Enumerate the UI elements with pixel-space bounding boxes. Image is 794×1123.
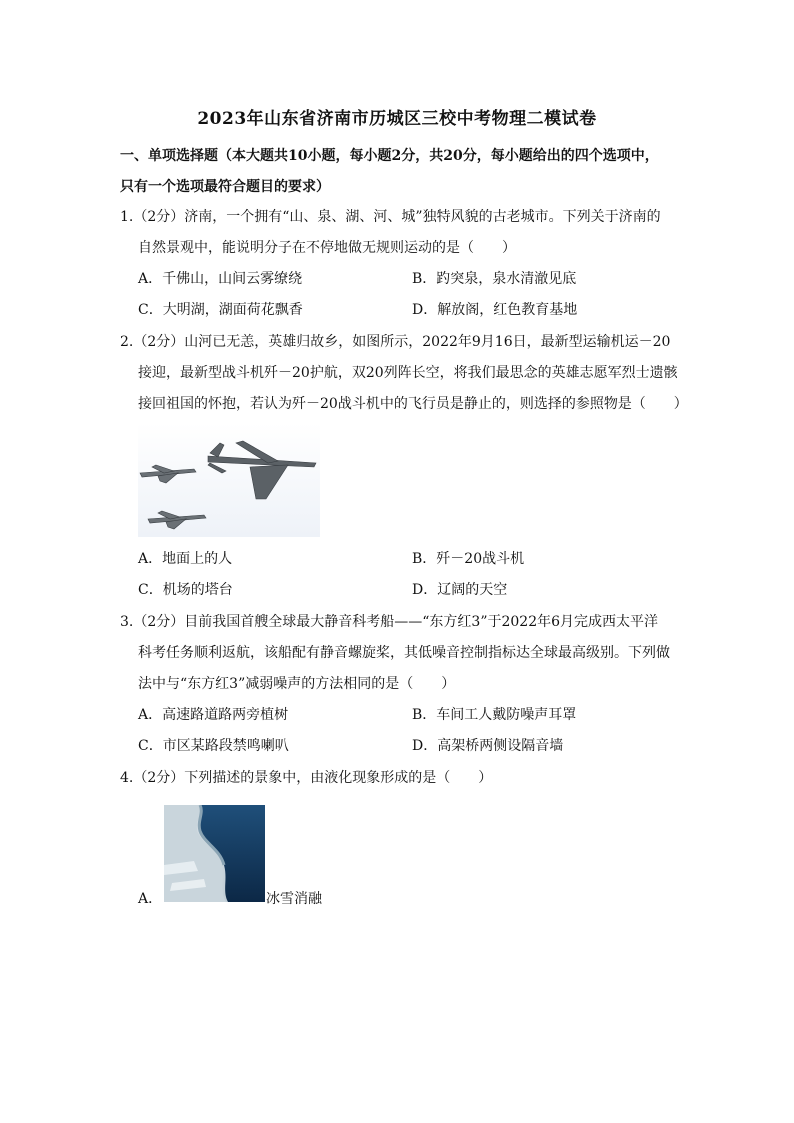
q2-text-line1: 2.（2分）山河已无恙，英雄归故乡，如图所示，2022年9月16日，最新型运输机运－20 (120, 334, 671, 350)
q3-option-b[interactable]: B．车间工人戴防噪声耳罩 (412, 707, 577, 723)
fighter-jet-icon (140, 465, 196, 483)
q1-option-b[interactable]: B．趵突泉，泉水清澈见底 (412, 271, 577, 287)
q3-text-line3: 法中与“东方红3”减弱噪声的方法相同的是（ ） (138, 676, 456, 692)
melting-ice-image[interactable] (164, 805, 265, 902)
q3-text-line1: 3.（2分）目前我国首艘全球最大静音科考船——“东方红3”于2022年6月完成西太平洋 (120, 614, 659, 630)
section-header-line2: 只有一个选项最符合题目的要求） (120, 179, 330, 195)
jets-formation-image (138, 423, 320, 537)
q4-option-a-prefix[interactable]: A． (138, 891, 163, 907)
q4-text-line1: 4.（2分）下列描述的景象中，由液化现象形成的是（ ） (120, 770, 493, 786)
q1-option-d[interactable]: D．解放阁，红色教育基地 (412, 302, 578, 318)
section-header-line1: 一、单项选择题（本大题共10小题，每小题2分，共20分，每小题给出的四个选项中， (120, 148, 659, 164)
q2-text-line2: 接迎，最新型战斗机歼－20护航，双20列阵长空，将我们最思念的英雄志愿军烈士遗骸 (138, 365, 678, 381)
q3-option-a[interactable]: A．高速路道路两旁植树 (138, 707, 289, 723)
q2-option-d[interactable]: D．辽阔的天空 (412, 582, 508, 598)
q3-option-c[interactable]: C．市区某路段禁鸣喇叭 (138, 738, 289, 754)
fighter-jet-icon (148, 511, 206, 529)
q2-option-c[interactable]: C．机场的塔台 (138, 582, 233, 598)
q1-text-line1: 1.（2分）济南，一个拥有“山、泉、湖、河、城”独特风貌的古老城市。下列关于济南的 (120, 209, 661, 225)
q1-text-line2: 自然景观中，能说明分子在不停地做无规则运动的是（ ） (138, 240, 516, 256)
q2-text-line3: 接回祖国的怀抱，若认为歼－20战斗机中的飞行员是静止的，则选择的参照物是（ ） (138, 396, 688, 412)
q3-text-line2: 科考任务顺利返航，该船配有静音螺旋桨，其低噪音控制指标达全球最高级别。下列做 (138, 645, 670, 661)
jets-illustration (138, 423, 320, 537)
ice-illustration (164, 805, 265, 902)
q2-option-a[interactable]: A．地面上的人 (138, 551, 233, 567)
transport-plane-icon (208, 441, 316, 499)
page-title: 2023年山东省济南市历城区三校中考物理二模试卷 (197, 109, 597, 129)
q1-option-a[interactable]: A．千佛山，山间云雾缭绕 (138, 271, 303, 287)
q2-option-b[interactable]: B．歼－20战斗机 (412, 551, 525, 567)
q3-option-d[interactable]: D．高架桥两侧设隔音墙 (412, 738, 564, 754)
q1-option-c[interactable]: C．大明湖，湖面荷花飘香 (138, 302, 303, 318)
q4-option-a-caption: 冰雪消融 (266, 891, 322, 907)
